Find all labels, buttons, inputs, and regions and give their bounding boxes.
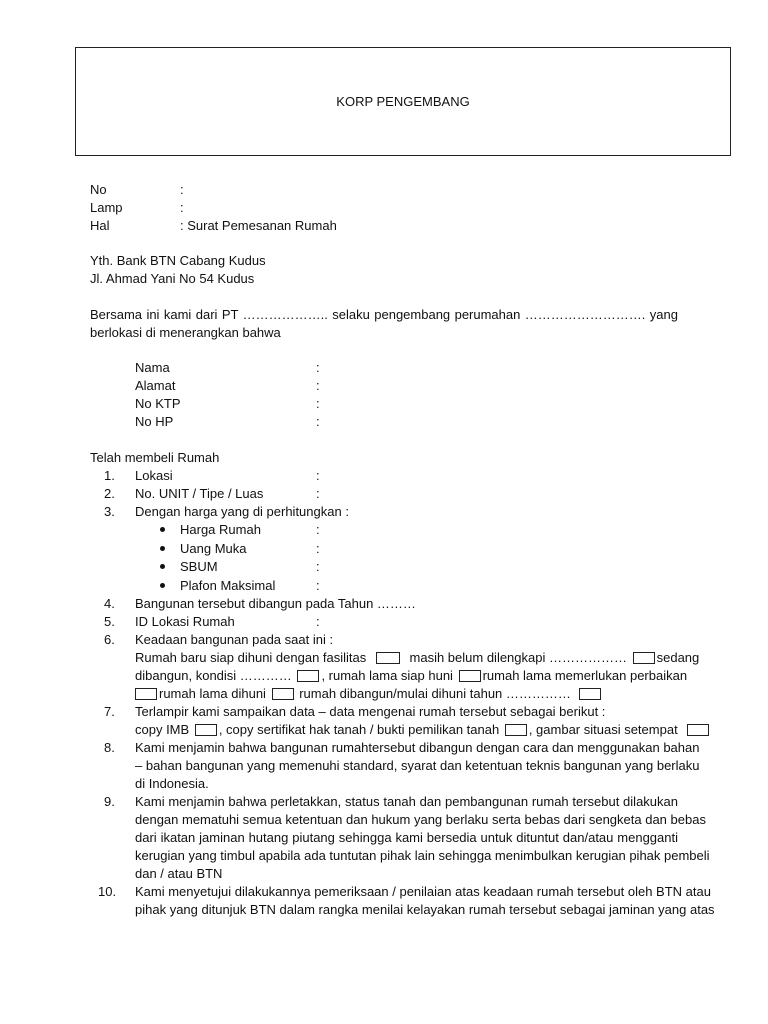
item-7-l2a: copy IMB bbox=[135, 722, 190, 737]
item-8-line-2: – bahan bangunan yang memenuhi standard, syarat dan ketentuan teknis bangunan yang berlaku bbox=[135, 758, 700, 773]
item-6-l3c: rumah lama memerlukan perbaikan bbox=[482, 668, 688, 683]
recipient-line-2: Jl. Ahmad Yani No 54 Kudus bbox=[90, 271, 255, 286]
buyer-name-label: Nama bbox=[135, 360, 170, 375]
item-5-sep: : bbox=[316, 614, 320, 629]
price-plafon-label: Plafon Maksimal bbox=[180, 578, 276, 593]
item-6-line-4 bbox=[135, 685, 603, 703]
item-2-label: No. UNIT / Tipe / Luas bbox=[135, 486, 264, 501]
item-9-line-2: dengan mematuhi semua ketentuan dan hukum yang berlaku serta bebas dari sengketa dan bebas bbox=[135, 812, 706, 827]
company-title: KORP PENGEMBANG bbox=[336, 94, 470, 109]
item-4-number: 4. bbox=[104, 596, 115, 611]
header-box bbox=[75, 47, 731, 156]
item-9-number: 9. bbox=[104, 794, 115, 809]
item-1-sep: : bbox=[316, 468, 320, 483]
item-2-number: 2. bbox=[104, 486, 115, 501]
bullet-icon bbox=[160, 564, 165, 569]
price-plafon-sep: : bbox=[316, 578, 320, 593]
checkbox-facility-incomplete[interactable] bbox=[633, 652, 655, 664]
item-7-line-2 bbox=[135, 721, 711, 739]
bullet-icon bbox=[160, 546, 165, 551]
checkbox-old-house-ready[interactable] bbox=[459, 670, 481, 682]
checkbox-old-house-occupied[interactable] bbox=[272, 688, 294, 700]
item-6-l2a: Rumah baru siap dihuni dengan fasilitas bbox=[135, 650, 367, 665]
checkbox-copy-imb[interactable] bbox=[195, 724, 217, 736]
checkbox-site-plan[interactable] bbox=[687, 724, 709, 736]
item-6-number: 6. bbox=[104, 632, 115, 647]
item-10-number: 10. bbox=[98, 884, 117, 899]
price-uangmuka-label: Uang Muka bbox=[180, 541, 247, 556]
item-5-label: ID Lokasi Rumah bbox=[135, 614, 235, 629]
item-7-line-1: Terlampir kami sampaikan data – data mengenai rumah tersebut sebagai berikut : bbox=[135, 704, 606, 719]
checkbox-old-house-repair[interactable] bbox=[135, 688, 157, 700]
item-5-number: 5. bbox=[104, 614, 115, 629]
meta-hal-value: : Surat Pemesanan Rumah bbox=[180, 218, 337, 233]
checkbox-copy-certificate[interactable] bbox=[505, 724, 527, 736]
intro-line-2: berlokasi di menerangkan bahwa bbox=[90, 325, 281, 340]
checkbox-facility-complete[interactable] bbox=[376, 652, 400, 664]
bullet-icon bbox=[160, 527, 165, 532]
meta-no-label: No bbox=[90, 182, 107, 197]
item-3-number: 3. bbox=[104, 504, 115, 519]
item-6-l2b: masih belum dilengkapi ……………… bbox=[409, 650, 627, 665]
buyer-ktp-label: No KTP bbox=[135, 396, 181, 411]
item-8-line-3: di Indonesia. bbox=[135, 776, 209, 791]
intro-line-1: Bersama ini kami dari PT ……………….. selaku pengembang perumahan ………………………. yang bbox=[90, 307, 678, 322]
buyer-name-sep: : bbox=[316, 360, 320, 375]
item-7-number: 7. bbox=[104, 704, 115, 719]
buyer-address-sep: : bbox=[316, 378, 320, 393]
item-6-l3b: , rumah lama siap huni bbox=[321, 668, 453, 683]
checkbox-under-construction[interactable] bbox=[297, 670, 319, 682]
item-4-text: Bangunan tersebut dibangun pada Tahun ……… bbox=[135, 596, 416, 611]
item-10-line-1: Kami menyetujui dilakukannya pemeriksaan / penilaian atas keadaan rumah tersebut oleh BTN atau bbox=[135, 884, 711, 899]
item-2-sep: : bbox=[316, 486, 320, 501]
purchased-heading: Telah membeli Rumah bbox=[90, 450, 220, 465]
item-9-line-5: dan / atau BTN bbox=[135, 866, 223, 881]
price-sbum-label: SBUM bbox=[180, 559, 218, 574]
item-9-line-3: dari ikatan jaminan hutang piutang sehingga kami bersedia untuk dituntut dan/atau mengganti bbox=[135, 830, 678, 845]
item-6-l4b: rumah dibangun/mulai dihuni tahun …………… bbox=[299, 686, 571, 701]
checkbox-built-year[interactable] bbox=[579, 688, 601, 700]
item-6-l4a: rumah lama dihuni bbox=[159, 686, 266, 701]
buyer-hp-label: No HP bbox=[135, 414, 174, 429]
item-3-label: Dengan harga yang di perhitungkan : bbox=[135, 504, 349, 519]
item-8-line-1: Kami menjamin bahwa bangunan rumahtersebut dibangun dengan cara dan menggunakan bahan bbox=[135, 740, 700, 755]
item-7-l2b: , copy sertifikat hak tanah / bukti pemilikan tanah bbox=[218, 722, 500, 737]
buyer-address-label: Alamat bbox=[135, 378, 176, 393]
buyer-ktp-sep: : bbox=[316, 396, 320, 411]
item-6-line-1: Keadaan bangunan pada saat ini : bbox=[135, 632, 334, 647]
item-6-l3a: dibangun, kondisi ………… bbox=[135, 668, 292, 683]
bullet-icon bbox=[160, 583, 165, 588]
item-10-line-2: pihak yang ditunjuk BTN dalam rangka menilai kelayakan rumah tersebut sebagai jaminan yang atas bbox=[135, 902, 715, 917]
price-sbum-sep: : bbox=[316, 559, 320, 574]
item-9-line-4: kerugian yang timbul apabila ada tuntutan pihak lain sehingga menimbulkan kerugian pihak pembeli bbox=[135, 848, 710, 863]
meta-hal-label: Hal bbox=[90, 218, 110, 233]
price-harga-label: Harga Rumah bbox=[180, 522, 261, 537]
meta-lamp-sep: : bbox=[180, 200, 184, 215]
item-6-line-3 bbox=[135, 667, 687, 685]
buyer-hp-sep: : bbox=[316, 414, 320, 429]
item-1-label: Lokasi bbox=[135, 468, 173, 483]
item-1-number: 1. bbox=[104, 468, 115, 483]
item-6-l2c: sedang bbox=[656, 650, 700, 665]
price-uangmuka-sep: : bbox=[316, 541, 320, 556]
item-8-number: 8. bbox=[104, 740, 115, 755]
recipient-line-1: Yth. Bank BTN Cabang Kudus bbox=[90, 253, 266, 268]
meta-no-sep: : bbox=[180, 182, 184, 197]
meta-lamp-label: Lamp bbox=[90, 200, 123, 215]
price-harga-sep: : bbox=[316, 522, 320, 537]
item-9-line-1: Kami menjamin bahwa perletakkan, status tanah dan pembangunan rumah tersebut dilakukan bbox=[135, 794, 678, 809]
item-6-line-2 bbox=[135, 649, 699, 667]
item-7-l2c: , gambar situasi setempat bbox=[528, 722, 678, 737]
